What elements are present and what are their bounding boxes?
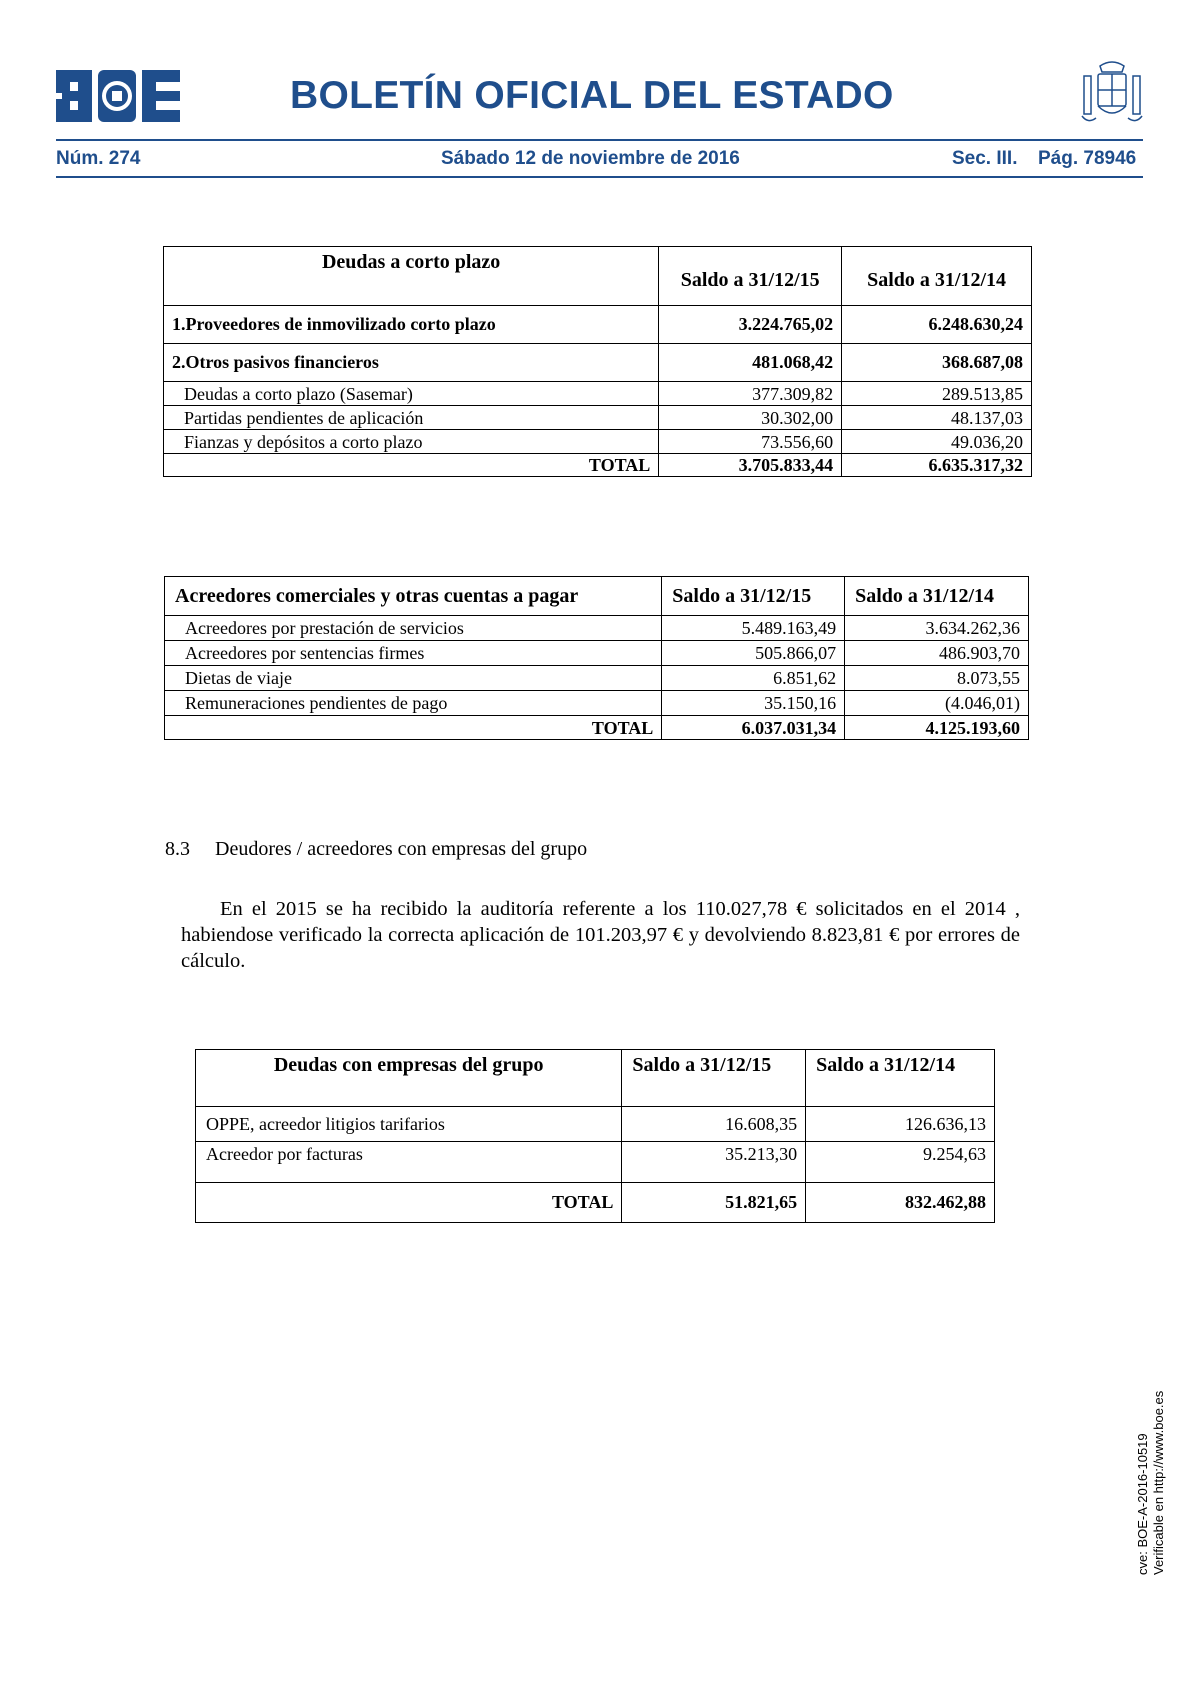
cell-value: 289.513,85 [842, 382, 1032, 406]
page-number: Pág. 78946 [1038, 148, 1137, 169]
table-row [164, 406, 1032, 430]
cell-value: 481.068,42 [659, 344, 842, 382]
table-title: Deudas con empresas del grupo [196, 1050, 622, 1107]
column-header: Saldo a 31/12/14 [845, 577, 1029, 616]
cell-value: 3.634.262,36 [845, 616, 1029, 641]
row-label: 1.Proveedores de inmovilizado corto plazo [164, 306, 659, 344]
issue-date: Sábado 12 de noviembre de 2016 [441, 148, 740, 169]
column-header: Saldo a 31/12/14 [806, 1050, 995, 1107]
row-label: Acreedores por sentencias firmes [165, 641, 662, 666]
cell-value: 49.036,20 [842, 430, 1032, 454]
table-total-row [196, 1183, 995, 1223]
table-row [164, 430, 1032, 454]
section-number: 8.3 [165, 838, 190, 860]
cve-code: cve: BOE-A-2016-10519 [1135, 1433, 1150, 1575]
table-row [165, 666, 1029, 691]
table-row [165, 641, 1029, 666]
coat-of-arms-icon [1080, 58, 1144, 128]
total-value: 832.462,88 [806, 1183, 995, 1223]
table-row [196, 1107, 995, 1142]
column-header: Saldo a 31/12/15 [662, 577, 845, 616]
body-paragraph [181, 896, 1020, 974]
cell-value: 35.213,30 [622, 1142, 806, 1183]
row-label: Fianzas y depósitos a corto plazo [164, 430, 659, 454]
cell-value: 126.636,13 [806, 1107, 995, 1142]
cell-value: 486.903,70 [845, 641, 1029, 666]
cell-value: 73.556,60 [659, 430, 842, 454]
masthead-title: BOLETÍN OFICIAL DEL ESTADO [290, 74, 894, 117]
row-label: 2.Otros pasivos financieros [164, 344, 659, 382]
column-header: Saldo a 31/12/14 [842, 247, 1032, 306]
section-label: Sec. III. [952, 148, 1018, 169]
section-title: Deudores / acreedores con empresas del grupo [215, 838, 588, 860]
total-label: TOTAL [164, 454, 659, 477]
total-value: 6.635.317,32 [842, 454, 1032, 477]
table-deudas-corto-plazo [163, 246, 1032, 477]
row-label: Acreedor por facturas [196, 1142, 622, 1183]
verification-sidebar [1135, 1391, 1167, 1575]
cell-value: 6.248.630,24 [842, 306, 1032, 344]
cell-value: 5.489.163,49 [662, 616, 845, 641]
cell-value: 16.608,35 [622, 1107, 806, 1142]
cell-value: 6.851,62 [662, 666, 845, 691]
table-title: Deudas a corto plazo [164, 247, 659, 306]
section-heading [165, 838, 587, 861]
cell-value: 3.224.765,02 [659, 306, 842, 344]
table-acreedores-comerciales [164, 576, 1029, 740]
row-label: OPPE, acreedor litigios tarifarios [196, 1107, 622, 1142]
row-label: Deudas a corto plazo (Sasemar) [164, 382, 659, 406]
column-header: Saldo a 31/12/15 [622, 1050, 806, 1107]
total-value: 4.125.193,60 [845, 716, 1029, 740]
table-deudas-empresas-grupo [195, 1049, 995, 1223]
verification-url[interactable]: Verificable en http://www.boe.es [1151, 1390, 1166, 1575]
header-rule-bottom [56, 176, 1143, 178]
cell-value: (4.046,01) [845, 691, 1029, 716]
total-value: 6.037.031,34 [662, 716, 845, 740]
column-header: Saldo a 31/12/15 [659, 247, 842, 306]
total-value: 3.705.833,44 [659, 454, 842, 477]
cell-value: 377.309,82 [659, 382, 842, 406]
table-row [164, 382, 1032, 406]
cell-value: 368.687,08 [842, 344, 1032, 382]
header-rule-top [56, 139, 1143, 141]
paragraph-text: En el 2015 se ha recibido la auditoría referente a los 110.027,78 € solicitados en el 2014 , habiendose verificado la correcta aplicación de 101.203,97 € y devolviendo 8.823,81 € por errores de cálculo. [181, 898, 1020, 972]
table-row [165, 691, 1029, 716]
row-label: Partidas pendientes de aplicación [164, 406, 659, 430]
row-label: Remuneraciones pendientes de pago [165, 691, 662, 716]
table-title: Acreedores comerciales y otras cuentas a pagar [165, 577, 662, 616]
table-row [164, 344, 1032, 382]
table-row [165, 616, 1029, 641]
issue-number: Núm. 274 [56, 148, 141, 169]
total-label: TOTAL [165, 716, 662, 740]
table-row [164, 306, 1032, 344]
cell-value: 48.137,03 [842, 406, 1032, 430]
cell-value: 30.302,00 [659, 406, 842, 430]
cell-value: 35.150,16 [662, 691, 845, 716]
cell-value: 9.254,63 [806, 1142, 995, 1183]
total-value: 51.821,65 [622, 1183, 806, 1223]
row-label: Dietas de viaje [165, 666, 662, 691]
table-total-row [165, 716, 1029, 740]
table-row [196, 1142, 995, 1183]
row-label: Acreedores por prestación de servicios [165, 616, 662, 641]
total-label: TOTAL [196, 1183, 622, 1223]
cell-value: 505.866,07 [662, 641, 845, 666]
boe-logo [56, 70, 180, 122]
cell-value: 8.073,55 [845, 666, 1029, 691]
table-total-row [164, 454, 1032, 477]
